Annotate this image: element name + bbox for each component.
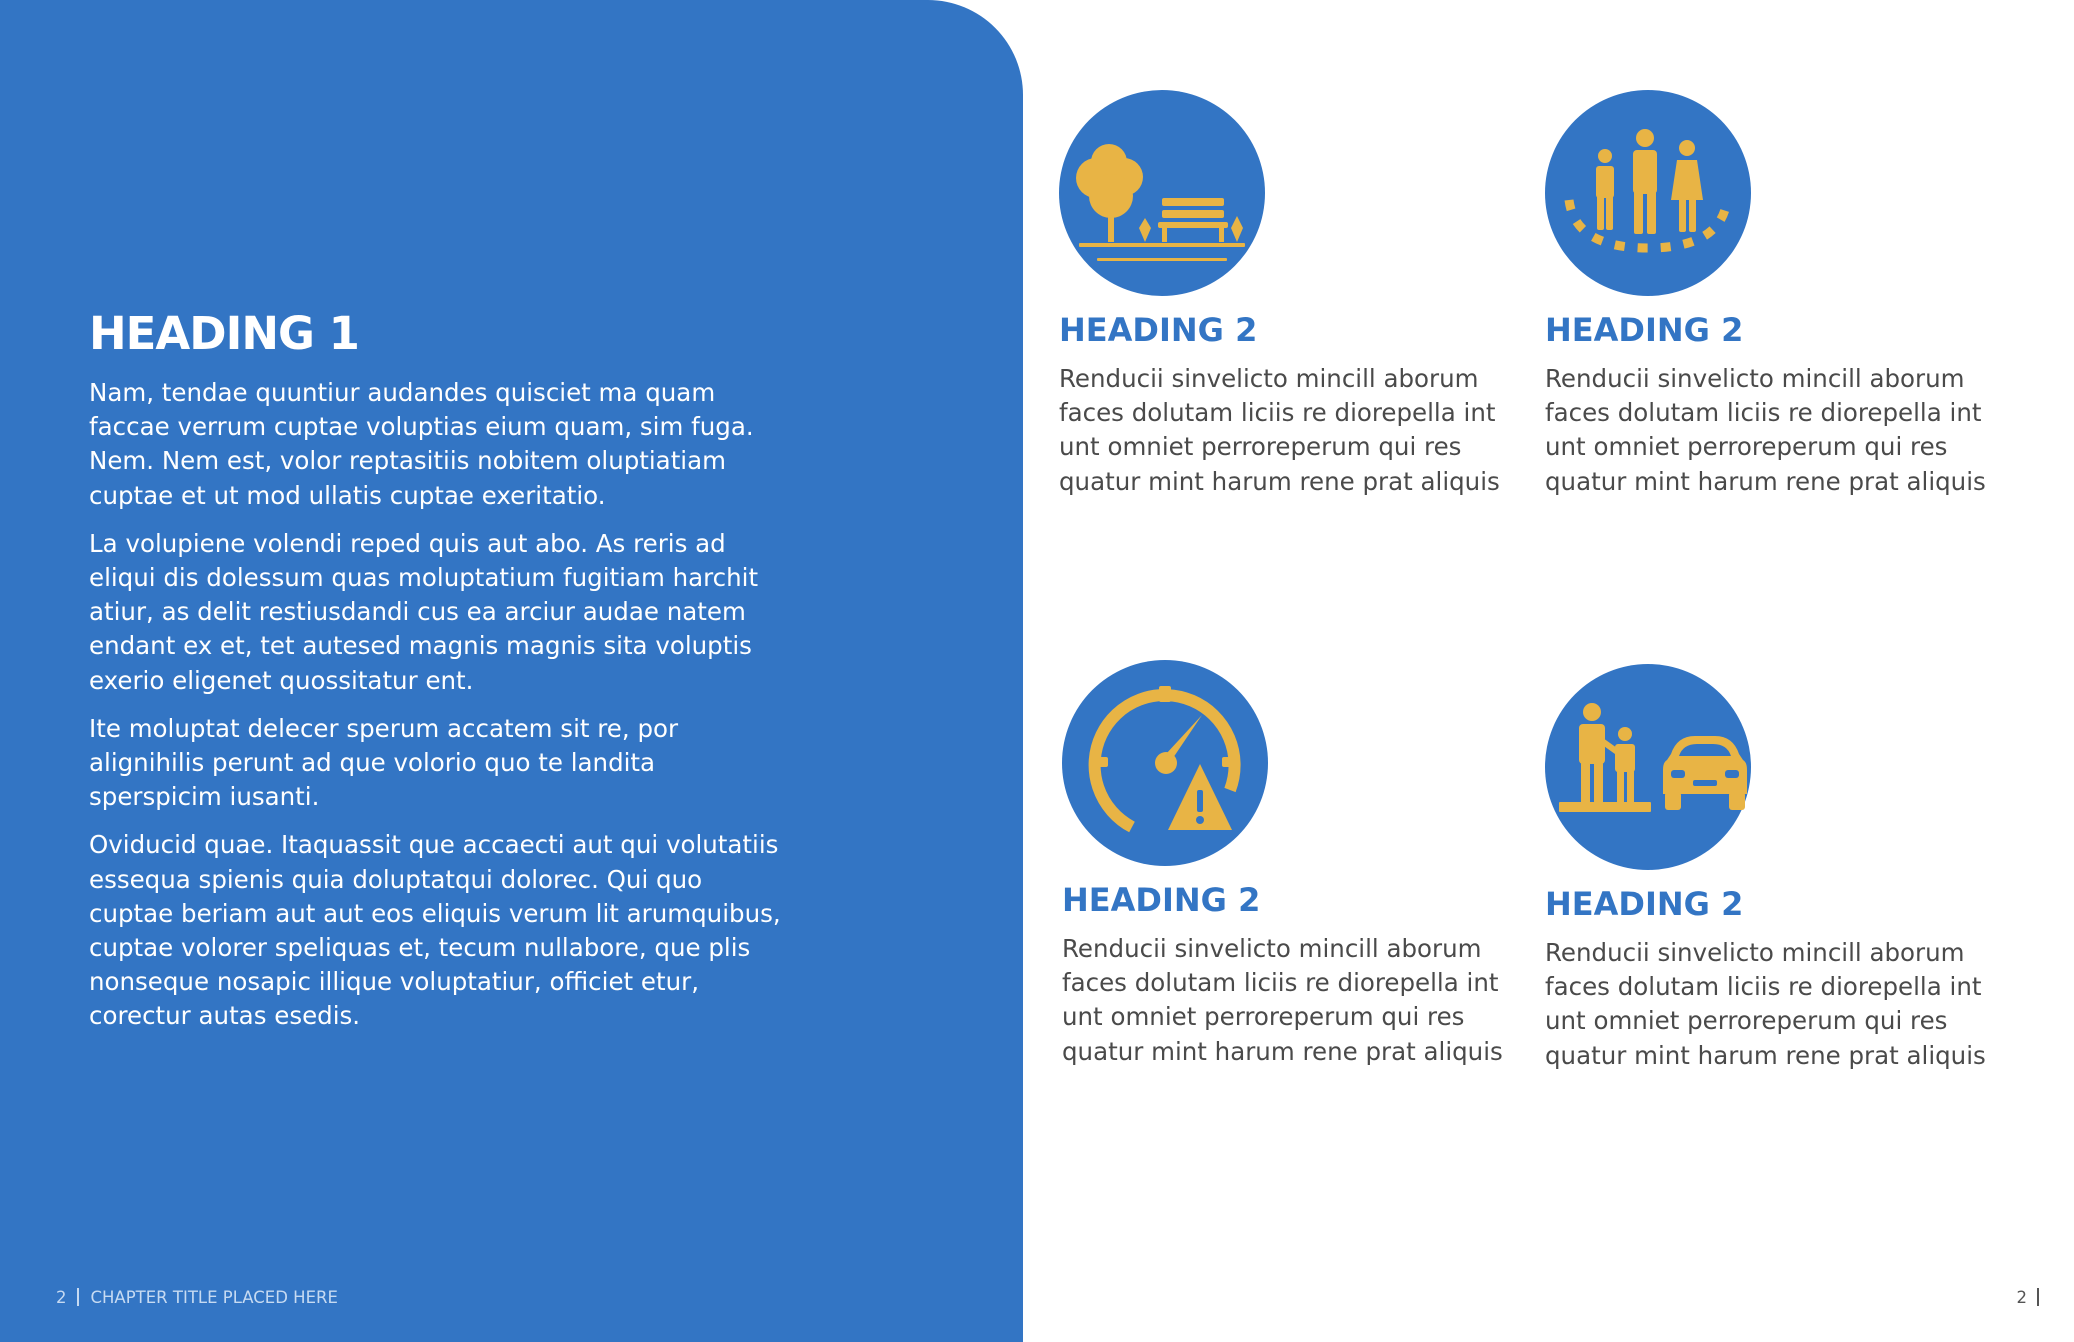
body-paragraph-4: Oviducid quae. Itaquassit que accaecti aut qui volutatiis essequa spienis quia doluptatqui dolorec. Qui quo cuptae beriam aut aut eos eliquis verum lit arumquibus, cuptae volorer speliquas et, tecum nullabore, que plis nonseque nosapic illique voluptatiur, officiet etur, corectur autas esedis. (89, 830, 781, 1031)
card-text: Renducii sinvelicto mincill aborum faces dolutam liciis re diorepella int unt omniet perroreperum qui res quatur mint harum rene prat aliquis (1545, 364, 1986, 496)
card-text: Renducii sinvelicto mincill aborum faces dolutam liciis re diorepella int unt omniet perroreperum qui res quatur mint harum rene prat aliquis (1062, 934, 1503, 1066)
footer-right-page-number: 2 (2016, 1288, 2027, 1307)
family-group-icon (1545, 90, 1751, 296)
footer-left-page-number: 2 (56, 1288, 67, 1307)
park-bench-tree-icon (1059, 90, 1265, 296)
footer-divider (2037, 1288, 2039, 1306)
speedometer-warning-icon (1062, 660, 1268, 866)
footer-divider (77, 1288, 79, 1306)
card-heading: HEADING 2 (1059, 311, 1258, 349)
feature-card-family (1545, 90, 2005, 499)
pedestrians-car-icon (1545, 664, 1751, 870)
body-paragraph-3: Ite moluptat delecer sperum accatem sit re, por alignihilis perunt ad que volorio quo te landita sperspicim iusanti. (89, 713, 679, 812)
footer-chapter-title: CHAPTER TITLE PLACED HERE (90, 1288, 338, 1307)
footer-left (56, 1288, 338, 1308)
card-heading: HEADING 2 (1545, 311, 1744, 349)
footer-right (2017, 1288, 2040, 1308)
heading-1: HEADING 1 (89, 307, 359, 360)
feature-card-pedestrians (1545, 664, 2005, 1073)
left-content (89, 306, 789, 1048)
feature-card-speed (1062, 660, 1522, 1069)
left-blue-panel (0, 0, 1023, 1342)
body-paragraph-2: La volupiene volendi reped quis aut abo. As reris ad eliqui dis dolessum quas moluptatium fugitiam harchit atiur, as delit restiusdandi cus ea arciur audae natem endant ex et, tet autesed magnis magnis sita voluptis exerio eligenet quossitatur ent. (89, 528, 759, 695)
card-text: Renducii sinvelicto mincill aborum faces dolutam liciis re diorepella int unt omniet perroreperum qui res quatur mint harum rene prat aliquis (1059, 364, 1500, 496)
card-heading: HEADING 2 (1545, 885, 1744, 923)
body-paragraph-1: Nam, tendae quuntiur audandes quisciet ma quam faccae verrum cuptae voluptias eium quam, sim fuga. Nem. Nem est, volor reptasitiis nobitem oluptiatiam cuptae et ut mod ullatis cuptae exeritatio. (89, 378, 754, 510)
card-heading: HEADING 2 (1062, 881, 1261, 919)
card-text: Renducii sinvelicto mincill aborum faces dolutam liciis re diorepella int unt omniet perroreperum qui res quatur mint harum rene prat aliquis (1545, 938, 1986, 1070)
feature-card-park (1059, 90, 1519, 499)
